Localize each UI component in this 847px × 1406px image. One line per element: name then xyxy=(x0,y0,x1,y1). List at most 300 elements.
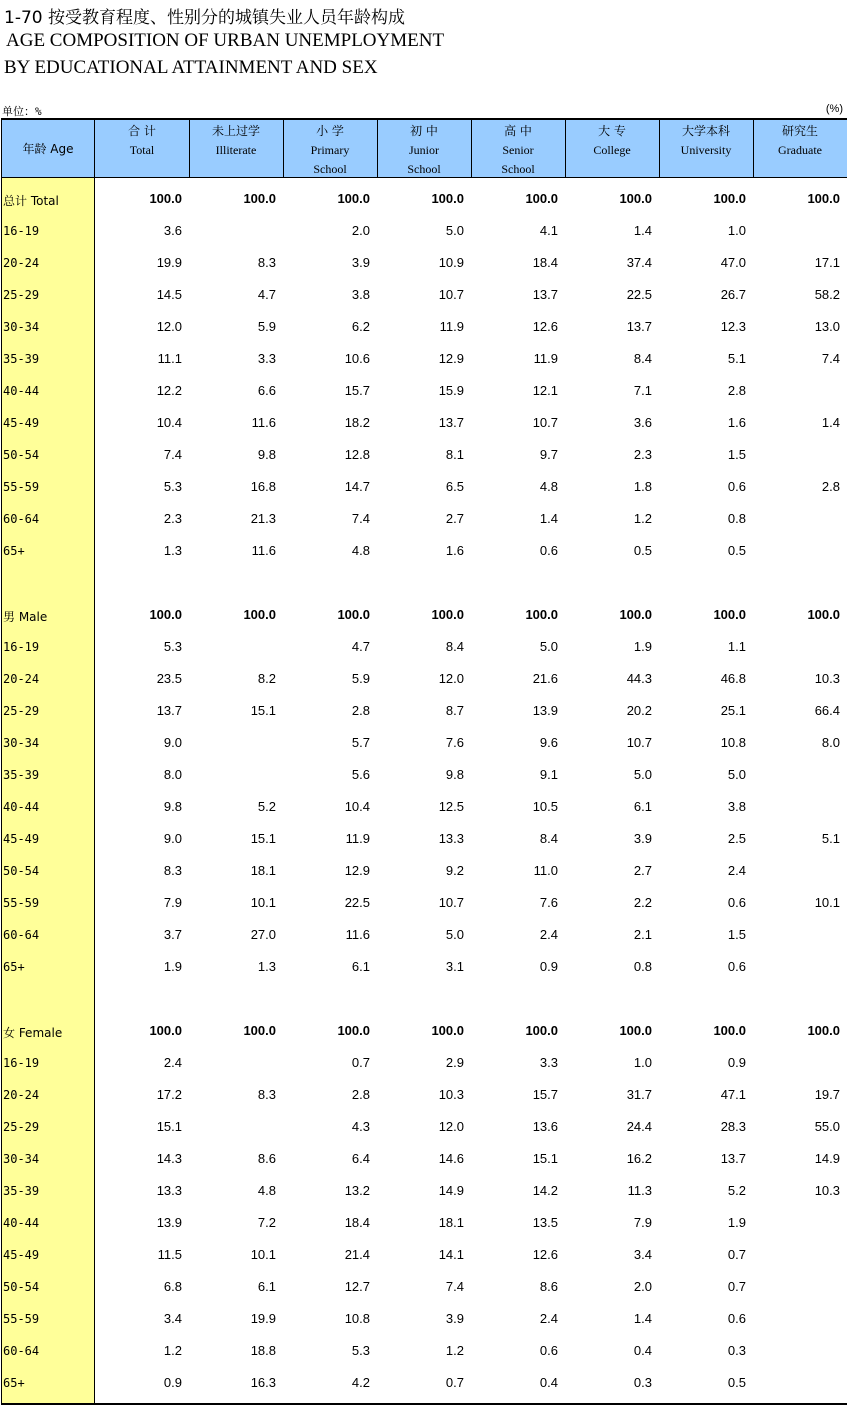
table-cell: 0.4 xyxy=(633,1343,652,1358)
table-cell: 44.3 xyxy=(626,671,652,686)
table-cell: 0.5 xyxy=(727,1375,746,1390)
table-cell: 24.4 xyxy=(626,1119,652,1134)
row-label: 55-59 xyxy=(3,480,40,494)
table-cell: 28.3 xyxy=(720,1119,746,1134)
row-label: 25-29 xyxy=(3,288,40,302)
table-row xyxy=(0,407,847,439)
header-col-3 xyxy=(377,122,471,176)
table-cell: 18.4 xyxy=(532,255,558,270)
table-cell: 11.6 xyxy=(251,543,276,558)
table-cell: 5.2 xyxy=(257,799,276,814)
header-col-cn: 未上过学 xyxy=(211,124,260,138)
row-label: 50-54 xyxy=(3,1280,40,1294)
section-total-row xyxy=(0,1015,847,1047)
table-cell: 13.7 xyxy=(438,415,464,430)
table-cell: 0.6 xyxy=(539,1343,558,1358)
table-row xyxy=(0,471,847,503)
table-cell: 1.3 xyxy=(163,543,182,558)
table-cell: 100.0 xyxy=(431,1023,464,1038)
table-cell: 5.2 xyxy=(727,1183,746,1198)
table-cell: 5.3 xyxy=(351,1343,370,1358)
row-label: 20-24 xyxy=(3,1088,40,1102)
header-col-en: Illiterate xyxy=(215,143,257,157)
table-cell: 9.8 xyxy=(445,767,464,782)
table-cell: 19.9 xyxy=(156,255,182,270)
row-label: 60-64 xyxy=(3,1344,40,1358)
table-cell: 1.3 xyxy=(257,959,276,974)
table-cell: 0.7 xyxy=(351,1055,370,1070)
table-cell: 8.0 xyxy=(163,767,182,782)
row-label: 30-34 xyxy=(3,320,40,334)
table-row xyxy=(0,1271,847,1303)
header-col-4 xyxy=(471,122,565,176)
table-cell: 9.2 xyxy=(445,863,464,878)
table-cell: 9.0 xyxy=(163,831,182,846)
table-cell: 8.7 xyxy=(445,703,464,718)
table-cell: 15.7 xyxy=(532,1087,558,1102)
header-col-7 xyxy=(753,122,847,176)
table-cell: 10.3 xyxy=(438,1087,464,1102)
table-cell: 1.6 xyxy=(445,543,464,558)
row-label: 总计 Total xyxy=(3,194,59,208)
table-cell: 8.3 xyxy=(257,1087,276,1102)
table-cell: 3.4 xyxy=(633,1247,652,1262)
table-cell: 11.9 xyxy=(439,319,464,334)
header-col-en: Total xyxy=(129,143,155,157)
table-cell: 47.1 xyxy=(720,1087,746,1102)
table-cell: 8.4 xyxy=(633,351,652,366)
row-label: 45-49 xyxy=(3,416,40,430)
table-cell: 9.6 xyxy=(539,735,558,750)
row-label: 30-34 xyxy=(3,736,40,750)
table-cell: 14.3 xyxy=(156,1151,182,1166)
table-row xyxy=(0,1303,847,1335)
table-cell: 10.3 xyxy=(814,1183,840,1198)
table-cell: 1.1 xyxy=(727,639,746,654)
row-label: 50-54 xyxy=(3,864,40,878)
table-cell: 4.7 xyxy=(351,639,370,654)
table-cell: 0.8 xyxy=(727,511,746,526)
table-cell: 18.1 xyxy=(250,863,276,878)
table-cell: 2.9 xyxy=(445,1055,464,1070)
table-cell: 58.2 xyxy=(814,287,840,302)
table-cell: 1.2 xyxy=(633,511,652,526)
table-cell: 11.6 xyxy=(345,927,370,942)
header-col-cn: 初 中 xyxy=(410,124,438,138)
row-label: 50-54 xyxy=(3,448,40,462)
table-cell: 8.6 xyxy=(257,1151,276,1166)
table-cell: 23.5 xyxy=(156,671,182,686)
table-cell: 20.2 xyxy=(626,703,652,718)
header-col-cn: 大 专 xyxy=(598,124,626,138)
table-cell: 4.2 xyxy=(351,1375,370,1390)
table-cell: 1.4 xyxy=(633,1311,652,1326)
table-cell: 31.7 xyxy=(626,1087,652,1102)
table-cell: 55.0 xyxy=(814,1119,840,1134)
table-cell: 27.0 xyxy=(250,927,276,942)
table-cell: 100.0 xyxy=(713,191,746,206)
table-cell: 1.2 xyxy=(445,1343,464,1358)
table-cell: 5.3 xyxy=(163,639,182,654)
table-cell: 1.0 xyxy=(727,223,746,238)
table-row xyxy=(0,279,847,311)
table-cell: 15.9 xyxy=(438,383,464,398)
table-cell: 11.1 xyxy=(157,351,182,366)
table-cell: 47.0 xyxy=(720,255,746,270)
table-cell: 9.0 xyxy=(163,735,182,750)
table-cell: 7.6 xyxy=(445,735,464,750)
table-cell: 0.7 xyxy=(727,1247,746,1262)
table-cell: 16.2 xyxy=(626,1151,652,1166)
table-cell: 2.8 xyxy=(821,479,840,494)
header-col-en-2: School xyxy=(407,162,441,176)
table-cell: 26.7 xyxy=(720,287,746,302)
table-cell: 1.0 xyxy=(633,1055,652,1070)
table-row xyxy=(0,1079,847,1111)
row-label: 65+ xyxy=(3,544,25,558)
header-col-en: Senior xyxy=(502,143,534,157)
row-label: 60-64 xyxy=(3,512,40,526)
table-cell: 2.7 xyxy=(633,863,652,878)
table-cell: 2.4 xyxy=(539,927,558,942)
row-label: 45-49 xyxy=(3,832,40,846)
table-cell: 13.2 xyxy=(344,1183,370,1198)
table-row xyxy=(0,1111,847,1143)
table-cell: 100.0 xyxy=(243,1023,276,1038)
table-cell: 16.3 xyxy=(250,1375,276,1390)
table-cell: 6.4 xyxy=(351,1151,370,1166)
table-cell: 3.1 xyxy=(445,959,464,974)
table-row xyxy=(0,727,847,759)
table-cell: 100.0 xyxy=(431,607,464,622)
table-cell: 2.8 xyxy=(727,383,746,398)
table-cell: 1.8 xyxy=(633,479,652,494)
table-row xyxy=(0,1207,847,1239)
table-cell: 11.5 xyxy=(157,1247,182,1262)
table-cell: 10.9 xyxy=(438,255,464,270)
table-cell: 7.4 xyxy=(821,351,840,366)
table-cell: 6.5 xyxy=(445,479,464,494)
table-cell: 0.5 xyxy=(633,543,652,558)
unit-label: 单位：% xyxy=(2,105,42,118)
table-cell: 1.2 xyxy=(163,1343,182,1358)
row-label: 55-59 xyxy=(3,896,40,910)
table-cell: 1.5 xyxy=(727,447,746,462)
table-row xyxy=(0,887,847,919)
table-cell: 12.6 xyxy=(532,1247,558,1262)
table-cell: 100.0 xyxy=(149,191,182,206)
table-cell: 8.0 xyxy=(821,735,840,750)
table-cell: 13.7 xyxy=(156,703,182,718)
header-age: 年龄 Age xyxy=(22,142,74,156)
table-row xyxy=(0,663,847,695)
row-label: 65+ xyxy=(3,1376,25,1390)
table-cell: 13.5 xyxy=(532,1215,558,1230)
header-col-en: University xyxy=(680,143,732,157)
table-cell: 19.9 xyxy=(250,1311,276,1326)
table-cell: 11.9 xyxy=(345,831,370,846)
table-cell: 5.9 xyxy=(351,671,370,686)
table-cell: 5.6 xyxy=(351,767,370,782)
table-cell: 5.0 xyxy=(633,767,652,782)
row-label: 60-64 xyxy=(3,928,40,942)
row-label: 40-44 xyxy=(3,800,40,814)
header-col-en: College xyxy=(593,143,631,157)
table-cell: 11.6 xyxy=(251,415,276,430)
table-cell: 2.7 xyxy=(445,511,464,526)
table-bottom-rule xyxy=(1,1403,847,1405)
header-col-2 xyxy=(283,122,377,176)
row-label: 16-19 xyxy=(3,224,40,238)
table-cell: 9.7 xyxy=(539,447,558,462)
table-cell: 12.2 xyxy=(156,383,182,398)
table-cell: 2.4 xyxy=(539,1311,558,1326)
table-cell: 2.1 xyxy=(633,927,652,942)
table-cell: 8.2 xyxy=(257,671,276,686)
table-row xyxy=(0,343,847,375)
table-cell: 7.9 xyxy=(633,1215,652,1230)
header-col-en-2: School xyxy=(313,162,347,176)
row-label: 35-39 xyxy=(3,1184,40,1198)
table-cell: 4.7 xyxy=(257,287,276,302)
table-cell: 10.7 xyxy=(532,415,558,430)
table-cell: 66.4 xyxy=(814,703,840,718)
table-cell: 12.6 xyxy=(532,319,558,334)
table-cell: 6.1 xyxy=(633,799,652,814)
table-cell: 15.7 xyxy=(344,383,370,398)
table-cell: 3.9 xyxy=(445,1311,464,1326)
table-cell: 16.8 xyxy=(250,479,276,494)
table-cell: 14.9 xyxy=(438,1183,464,1198)
table-row xyxy=(0,1239,847,1271)
table-cell: 6.6 xyxy=(257,383,276,398)
header-col-cn: 小 学 xyxy=(316,124,344,138)
header-col-en-2: School xyxy=(501,162,535,176)
table-cell: 7.9 xyxy=(163,895,182,910)
table-cell: 3.9 xyxy=(351,255,370,270)
table-cell: 2.5 xyxy=(727,831,746,846)
table-cell: 8.4 xyxy=(539,831,558,846)
table-cell: 100.0 xyxy=(713,607,746,622)
table-cell: 10.8 xyxy=(344,1311,370,1326)
table-cell: 0.8 xyxy=(633,959,652,974)
table-cell: 100.0 xyxy=(337,191,370,206)
table-cell: 0.3 xyxy=(633,1375,652,1390)
table-cell: 10.4 xyxy=(344,799,370,814)
table-cell: 8.1 xyxy=(445,447,464,462)
table-cell: 2.3 xyxy=(633,447,652,462)
table-cell: 14.9 xyxy=(814,1151,840,1166)
table-row xyxy=(0,951,847,983)
table-cell: 1.4 xyxy=(821,415,840,430)
table-cell: 8.4 xyxy=(445,639,464,654)
table-cell: 13.6 xyxy=(532,1119,558,1134)
table-cell: 100.0 xyxy=(243,607,276,622)
header-col-cn: 研究生 xyxy=(781,124,818,138)
table-cell: 1.6 xyxy=(727,415,746,430)
row-label: 25-29 xyxy=(3,1120,40,1134)
english-title-line-2: BY EDUCATIONAL ATTAINMENT AND SEX xyxy=(4,57,378,78)
table-cell: 2.3 xyxy=(163,511,182,526)
table-cell: 12.0 xyxy=(438,1119,464,1134)
table-cell: 100.0 xyxy=(807,191,840,206)
table-row xyxy=(0,311,847,343)
table-cell: 3.7 xyxy=(163,927,182,942)
table-cell: 0.3 xyxy=(727,1343,746,1358)
table-cell: 5.7 xyxy=(351,735,370,750)
table-cell: 13.3 xyxy=(156,1183,182,1198)
table-cell: 100.0 xyxy=(525,1023,558,1038)
table-cell: 7.4 xyxy=(445,1279,464,1294)
table-row xyxy=(0,535,847,567)
row-label: 65+ xyxy=(3,960,25,974)
table-cell: 12.1 xyxy=(532,383,558,398)
table-cell: 9.1 xyxy=(539,767,558,782)
table-cell: 5.0 xyxy=(445,927,464,942)
table-cell: 6.1 xyxy=(257,1279,276,1294)
table-cell: 13.7 xyxy=(532,287,558,302)
table-cell: 10.7 xyxy=(438,287,464,302)
table-cell: 100.0 xyxy=(807,607,840,622)
table-cell: 19.7 xyxy=(814,1087,840,1102)
table-cell: 100.0 xyxy=(243,191,276,206)
table-cell: 0.6 xyxy=(727,959,746,974)
table-cell: 9.8 xyxy=(163,799,182,814)
header-col-6 xyxy=(659,122,753,176)
table-cell: 12.0 xyxy=(156,319,182,334)
table-cell: 17.2 xyxy=(156,1087,182,1102)
header-col-5 xyxy=(565,122,659,176)
table-cell: 0.5 xyxy=(727,543,746,558)
table-cell: 14.6 xyxy=(438,1151,464,1166)
table-row xyxy=(0,503,847,535)
header-col-cn: 高 中 xyxy=(504,124,532,138)
table-cell: 8.6 xyxy=(539,1279,558,1294)
table-cell: 2.8 xyxy=(351,1087,370,1102)
english-title-line-1: AGE COMPOSITION OF URBAN UNEMPLOYMENT xyxy=(6,30,445,51)
table-row xyxy=(0,695,847,727)
table-cell: 18.8 xyxy=(250,1343,276,1358)
table-cell: 0.7 xyxy=(727,1279,746,1294)
table-cell: 3.3 xyxy=(257,351,276,366)
table-row xyxy=(0,1047,847,1079)
table-cell: 2.4 xyxy=(727,863,746,878)
table-cell: 10.6 xyxy=(344,351,370,366)
table-cell: 18.4 xyxy=(344,1215,370,1230)
table-cell: 25.1 xyxy=(720,703,746,718)
row-label: 55-59 xyxy=(3,1312,40,1326)
section-total-row xyxy=(0,183,847,215)
table-cell: 13.7 xyxy=(720,1151,746,1166)
row-label: 40-44 xyxy=(3,384,40,398)
table-row xyxy=(0,215,847,247)
table-cell: 100.0 xyxy=(337,607,370,622)
table-row xyxy=(0,439,847,471)
table-cell: 10.7 xyxy=(438,895,464,910)
section-total-row xyxy=(0,599,847,631)
table-cell: 46.8 xyxy=(720,671,746,686)
table-cell: 10.7 xyxy=(626,735,652,750)
table-cell: 13.9 xyxy=(156,1215,182,1230)
table-cell: 12.3 xyxy=(720,319,746,334)
table-cell: 11.9 xyxy=(533,351,558,366)
table-cell: 5.3 xyxy=(163,479,182,494)
table-cell: 8.3 xyxy=(163,863,182,878)
table-row xyxy=(0,1175,847,1207)
table-cell: 2.8 xyxy=(351,703,370,718)
table-cell: 12.9 xyxy=(438,351,464,366)
row-label: 40-44 xyxy=(3,1216,40,1230)
table-cell: 5.0 xyxy=(727,767,746,782)
table-cell: 12.5 xyxy=(438,799,464,814)
table-cell: 7.2 xyxy=(257,1215,276,1230)
table-cell: 4.3 xyxy=(351,1119,370,1134)
table-cell: 3.6 xyxy=(163,223,182,238)
table-row xyxy=(0,791,847,823)
header-col-en: Graduate xyxy=(778,143,822,157)
table-cell: 100.0 xyxy=(431,191,464,206)
table-cell: 10.1 xyxy=(814,895,840,910)
table-cell: 5.0 xyxy=(445,223,464,238)
table-cell: 10.8 xyxy=(720,735,746,750)
row-label: 35-39 xyxy=(3,768,40,782)
table-cell: 13.3 xyxy=(438,831,464,846)
table-cell: 6.2 xyxy=(351,319,370,334)
table-cell: 4.8 xyxy=(539,479,558,494)
table-cell: 14.5 xyxy=(156,287,182,302)
row-label: 16-19 xyxy=(3,640,40,654)
table-cell: 14.7 xyxy=(344,479,370,494)
table-cell: 100.0 xyxy=(525,607,558,622)
table-cell: 3.6 xyxy=(633,415,652,430)
table-cell: 1.4 xyxy=(539,511,558,526)
table-cell: 1.9 xyxy=(727,1215,746,1230)
table-cell: 12.8 xyxy=(344,447,370,462)
table-cell: 37.4 xyxy=(626,255,652,270)
table-cell: 3.9 xyxy=(633,831,652,846)
table-cell: 9.8 xyxy=(257,447,276,462)
table-cell: 14.2 xyxy=(532,1183,558,1198)
table-cell: 12.7 xyxy=(344,1279,370,1294)
table-cell: 100.0 xyxy=(807,1023,840,1038)
table-cell: 2.0 xyxy=(633,1279,652,1294)
table-cell: 15.1 xyxy=(250,831,276,846)
table-cell: 10.5 xyxy=(532,799,558,814)
header-col-0 xyxy=(95,122,189,176)
table-row xyxy=(0,1335,847,1367)
unit-percent-label: (%) xyxy=(825,103,843,115)
table-cell: 0.6 xyxy=(727,479,746,494)
header-col-en: Primary xyxy=(310,143,350,157)
table-cell: 13.9 xyxy=(532,703,558,718)
row-label: 25-29 xyxy=(3,704,40,718)
row-label: 16-19 xyxy=(3,1056,40,1070)
table-cell: 11.3 xyxy=(627,1183,652,1198)
table-cell: 11.0 xyxy=(533,863,558,878)
table-cell: 18.1 xyxy=(438,1215,464,1230)
table-cell: 15.1 xyxy=(156,1119,182,1134)
header-col-en: Junior xyxy=(409,143,439,157)
table-cell: 5.1 xyxy=(727,351,746,366)
table-cell: 0.6 xyxy=(539,543,558,558)
table-cell: 4.8 xyxy=(257,1183,276,1198)
table-row xyxy=(0,375,847,407)
table-cell: 100.0 xyxy=(525,191,558,206)
table-cell: 2.4 xyxy=(163,1055,182,1070)
table-cell: 18.2 xyxy=(344,415,370,430)
table-cell: 22.5 xyxy=(344,895,370,910)
table-cell: 100.0 xyxy=(619,607,652,622)
